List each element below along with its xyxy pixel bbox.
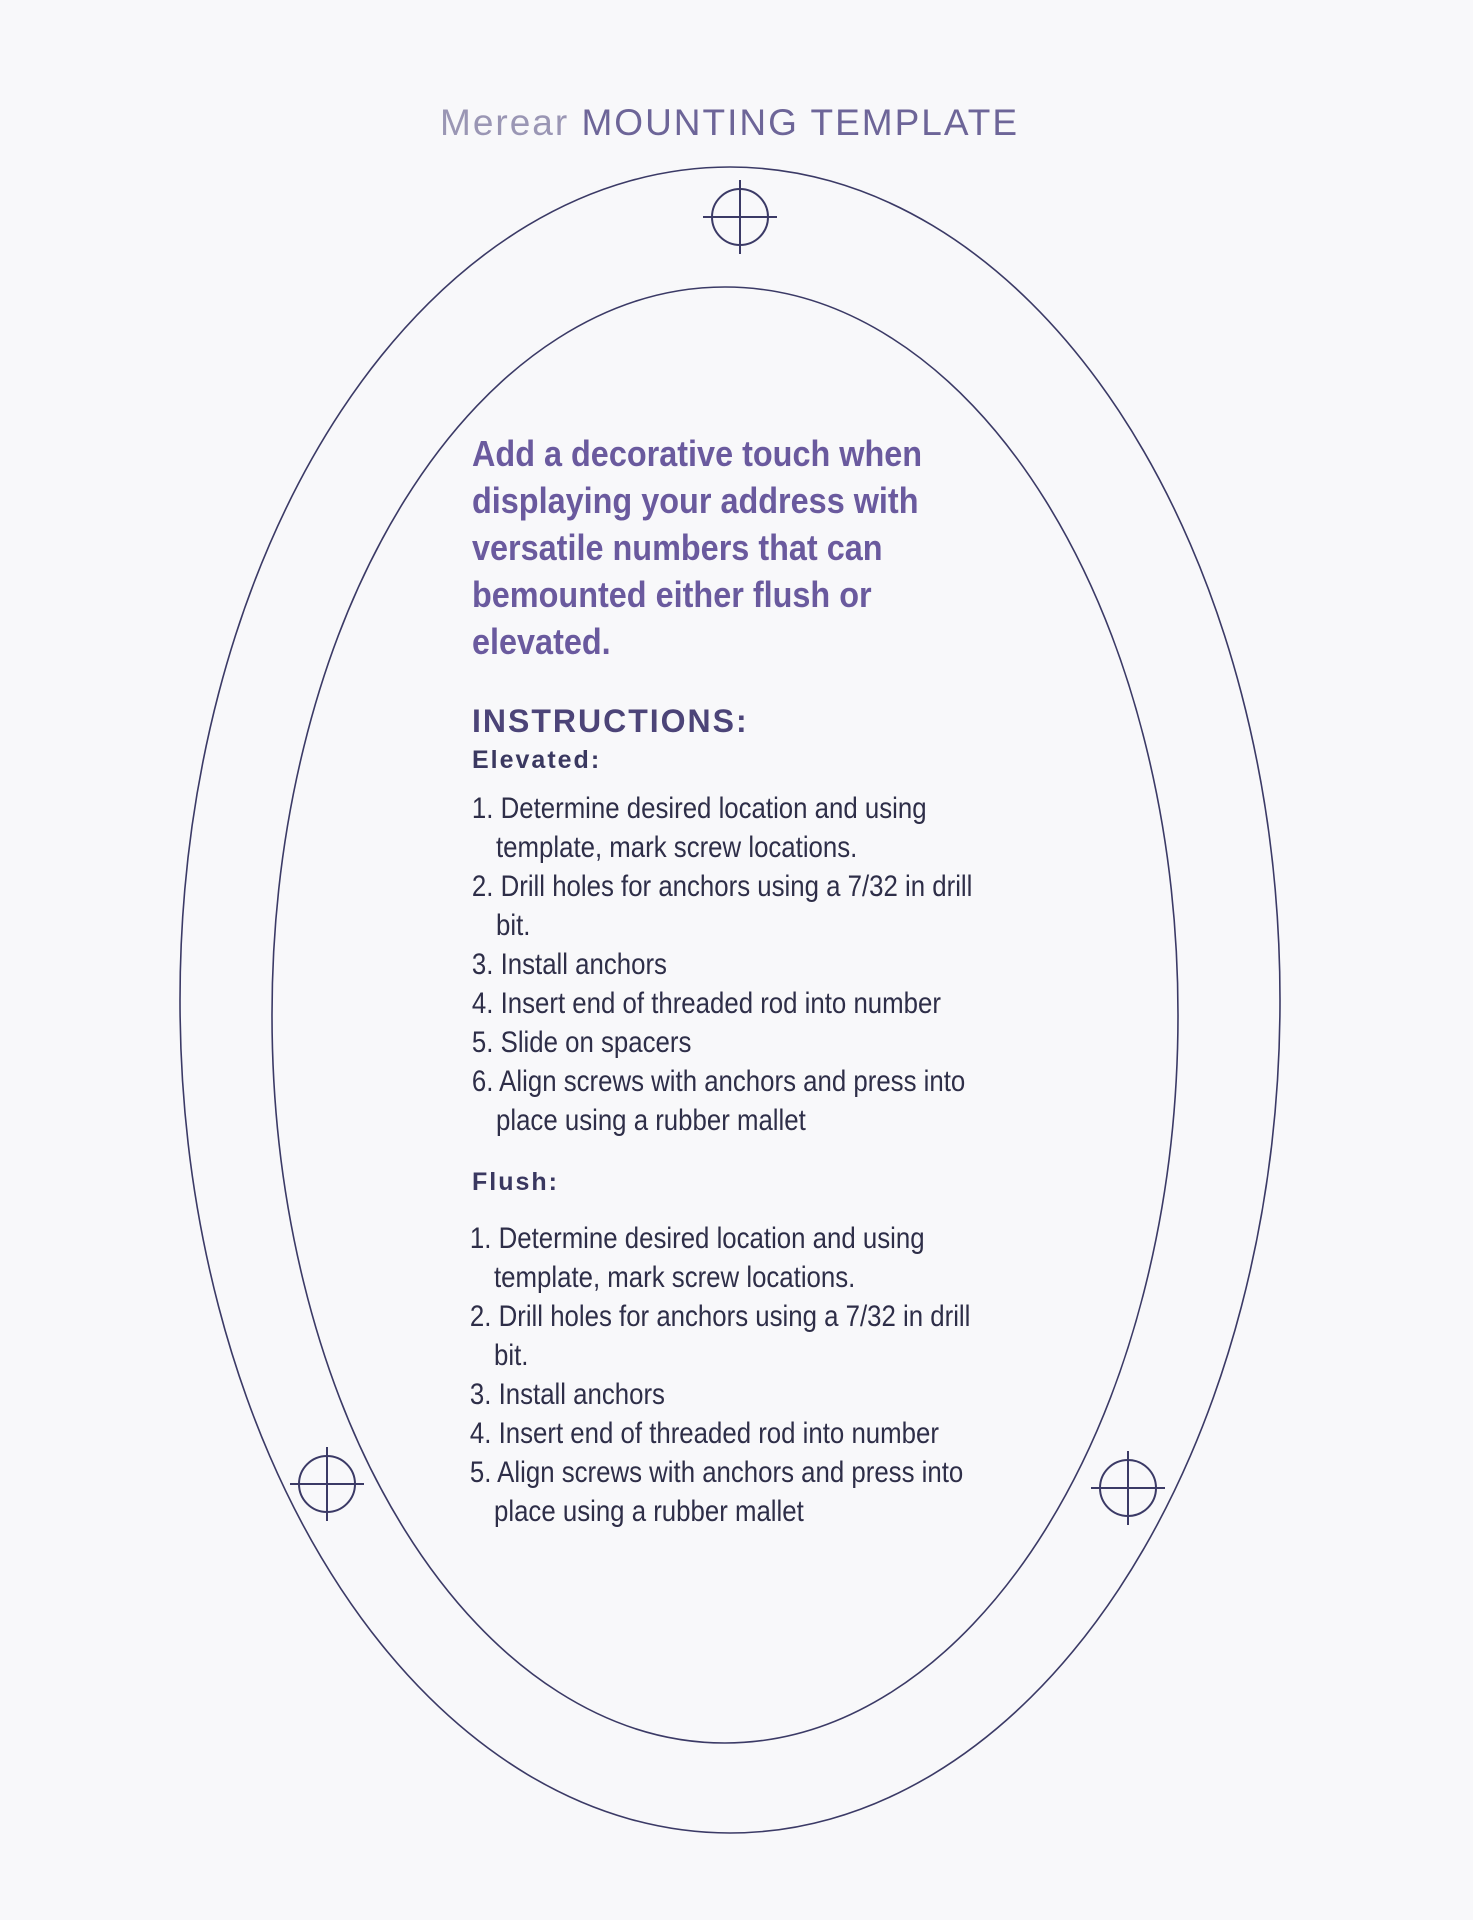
list-item: 1. Determine desired location and using template, mark screw locations. bbox=[469, 1222, 925, 1294]
list-item: 3. Install anchors bbox=[471, 948, 667, 981]
crosshair-top-icon bbox=[703, 180, 777, 254]
instructions-heading: INSTRUCTIONS: bbox=[472, 703, 749, 739]
list-item: 3. Install anchors bbox=[469, 1378, 665, 1411]
flush-heading: Flush: bbox=[472, 1168, 559, 1196]
list-item: 2. Drill holes for anchors using a 7/32 in drill bit. bbox=[469, 1300, 971, 1372]
flush-steps bbox=[468, 1219, 1028, 1531]
list-item: 6. Align screws with anchors and press into place using a rubber mallet bbox=[471, 1065, 966, 1137]
elevated-steps bbox=[468, 789, 1028, 1140]
list-item: 5. Slide on spacers bbox=[471, 1026, 692, 1059]
elevated-heading: Elevated: bbox=[472, 746, 602, 774]
instructions-panel bbox=[468, 430, 1028, 1531]
list-item: 4. Insert end of threaded rod into number bbox=[469, 1417, 939, 1450]
list-item: 5. Align screws with anchors and press into place using a rubber mallet bbox=[469, 1456, 964, 1528]
intro-text: Add a decorative touch when displaying your address with versatile numbers that can bemounted either flush or elevated. bbox=[472, 433, 923, 662]
list-item: 1. Determine desired location and using template, mark screw locations. bbox=[471, 792, 927, 864]
list-item: 2. Drill holes for anchors using a 7/32 in drill bit. bbox=[471, 870, 973, 942]
brand-name: Merear bbox=[440, 102, 570, 143]
list-item: 4. Insert end of threaded rod into number bbox=[471, 987, 941, 1020]
template-title bbox=[440, 102, 1040, 144]
crosshair-left-icon bbox=[290, 1447, 364, 1521]
template-heading: MOUNTING TEMPLATE bbox=[581, 102, 1020, 143]
crosshair-right-icon bbox=[1091, 1451, 1165, 1525]
